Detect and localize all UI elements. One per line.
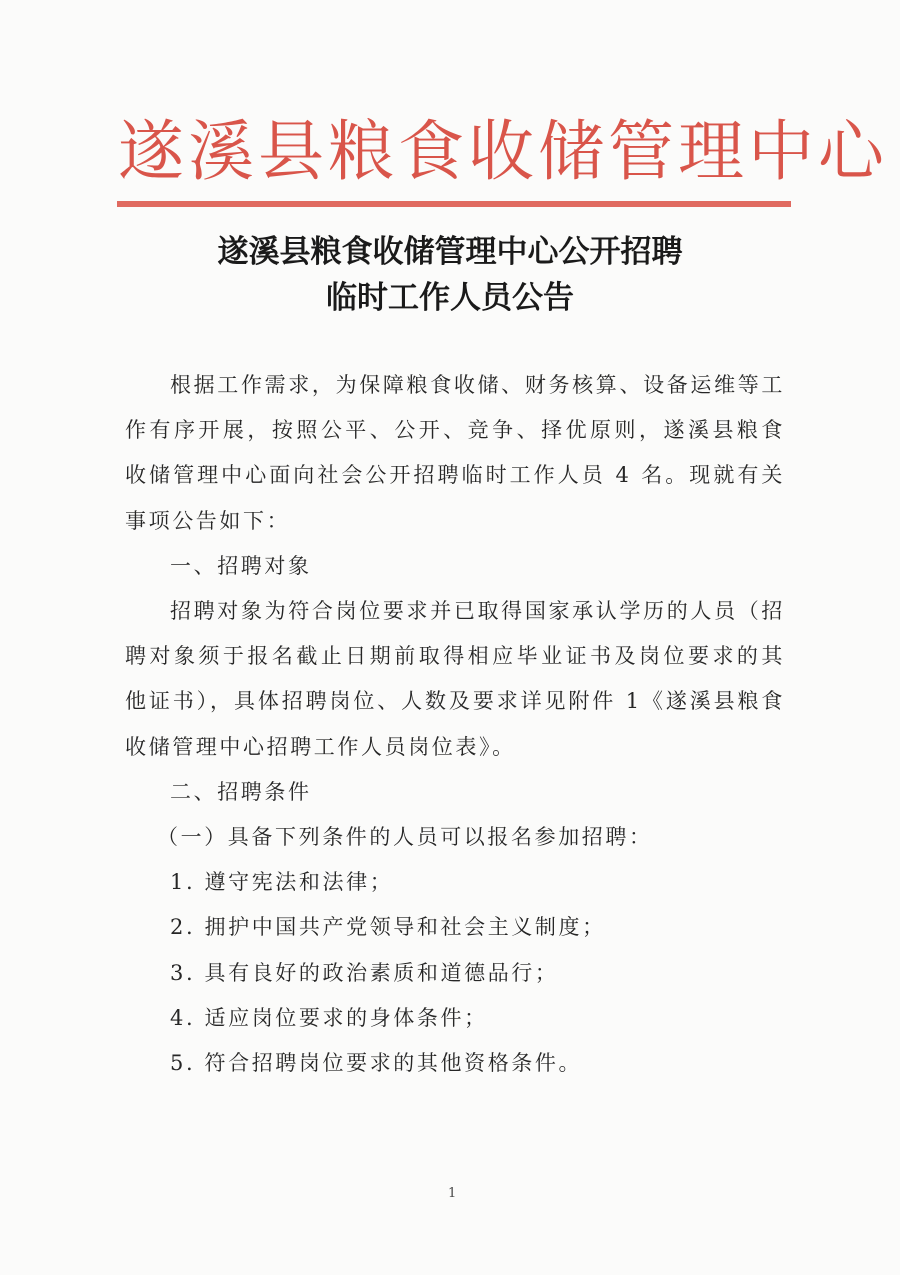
recruitment-target-paragraph: 招聘对象为符合岗位要求并已取得国家承认学历的人员（招聘对象须于报名截止日期前取得相应毕业证书及岗位要求的其他证书），具体招聘岗位、人数及要求详见附件 1《遂溪县粮食收储管理中心招聘工作人员岗位表》。 xyxy=(125,599,785,759)
section-heading-recruitment-conditions: 二、招聘条件 xyxy=(170,779,312,804)
document-title-line-2: 临时工作人员公告 xyxy=(326,280,574,316)
conditions-subheading: （一）具备下列条件的人员可以报名参加招聘： xyxy=(157,825,653,850)
page-number: 1 xyxy=(448,1186,457,1201)
condition-item: 1. 遵守宪法和法律； xyxy=(170,870,394,895)
condition-item: 4. 适应岗位要求的身体条件； xyxy=(170,1005,488,1030)
condition-item: 5. 符合招聘岗位要求的其他资格条件。 xyxy=(170,1051,583,1076)
intro-paragraph: 根据工作需求，为保障粮食收储、财务核算、设备运维等工作有序开展，按照公平、公开、竞争、择优原则，遂溪县粮食收储管理中心面向社会公开招聘临时工作人员 4 名。现就有关事项公告如下： xyxy=(125,373,785,533)
masthead-org-name: 遂溪县粮食收储管理中心 xyxy=(118,113,888,190)
document-title-line-1: 遂溪县粮食收储管理中心公开招聘 xyxy=(217,234,683,270)
document-body xyxy=(125,363,785,1086)
red-divider-rule xyxy=(117,201,791,207)
condition-item: 2. 拥护中国共产党领导和社会主义制度； xyxy=(170,915,606,940)
condition-item: 3. 具有良好的政治素质和道德品行； xyxy=(170,960,559,985)
section-heading-recruitment-target: 一、招聘对象 xyxy=(170,553,312,578)
